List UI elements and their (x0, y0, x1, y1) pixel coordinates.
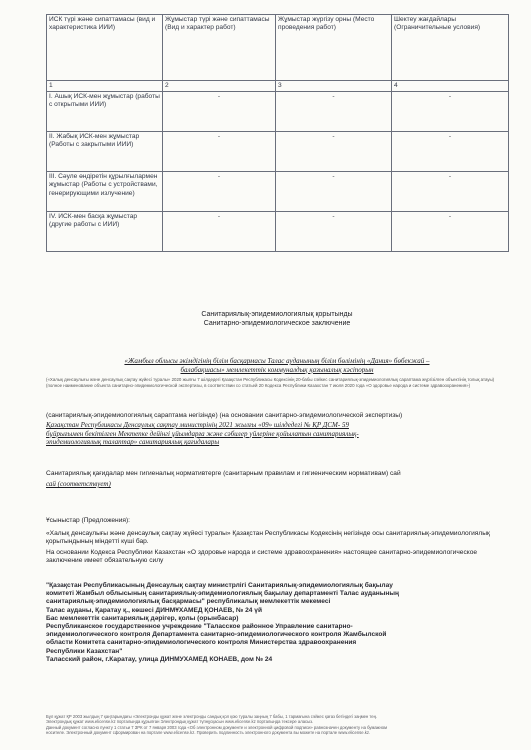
conclusion-title (46, 311, 508, 328)
ionizing-sources-table (46, 14, 509, 252)
regulation-line-2: бұйрығымен бекітілген Мектепке дейінгі ұйымдарға және сәбилер үйлеріне қойылатын санитариялық- (46, 429, 359, 438)
row-label-closed-sources: II. Жабық ИСК-мен жұмыстар (Работы с закрытыми ИИИ) (47, 132, 163, 172)
conclusion-title-ru: Санитарно-эпидемиологическое заключение (203, 319, 351, 327)
object-name-line-1: «Жамбыл облысы әкімдігінің білім басқармасы Талас ауданының білім бөлімінің «Дания» бөбекжай – (124, 357, 430, 365)
authority-address-ru: Таласский район, г.Каратау, улица ДИНМУХАМЕД КОНАЕВ, дом № 24 (46, 655, 273, 663)
row-value-dash: - (276, 212, 392, 252)
footer-line: Данный документ согласно пункту 1 статьи 7 ЗРК от 7 января 2003 года «Об электронном документе и электронной цифровой подписи» равнозначен документу на бумажном (46, 724, 387, 730)
table-number-row (47, 81, 509, 92)
row-value-dash: - (392, 132, 509, 172)
column-number: 1 (47, 81, 163, 92)
regulation-reference (46, 421, 508, 447)
regulation-line-3: эпидемиологиялық талаптар» санитариялық қағидалары (46, 438, 220, 447)
footer-line: носителе. Электронный документ сформирован на портале www.elicense.kz. Проверить подлинность электронного документа вы можете на портале www.elicense.kz. (46, 730, 371, 736)
table-row (47, 92, 509, 132)
row-value-dash: - (392, 172, 509, 212)
expertise-basis-caption: (санитариялық-эпидемиологиялық сараптама негізінде) (на основании санитарно-эпидемиологической экспертизы) (46, 412, 403, 419)
issuing-authority (46, 582, 508, 664)
footer-line: Бұл құжат ҚР 2003 жылдың 7 қаңтарындағы «Электронды құжат және электронды сандық қол қою туралы заңның 7 бабы, 1 тармағына сәйкес қағаз бетіндегі заңмен тең. (46, 714, 378, 719)
chief-doctor-signature-caption: Бас мемлекеттік санитариялық дәрігер, қолы (орынбасар) (46, 614, 239, 622)
row-label-open-sources: I. Ашық ИСК-мен жұмыстар (работы с открытыми ИИИ) (47, 92, 163, 132)
footer-line: Электрондық құжат www.elicense.kz порталында құрылған Электрондық құжат түпнұсқасын www.elicense.kz порталында тексере аласыз. (46, 719, 314, 725)
object-note (46, 377, 508, 388)
table-row (47, 172, 509, 212)
proposals-text-kz: «Халық денсаулығы және денсаулық сақтау жүйесі туралы» Қазақстан Республикасы Кодексінің негізінде осы санитариялық-эпидемиологиялық қорытындының міндетті күші бар. (46, 530, 490, 546)
authority-address-kz: Талас ауданы, Қаратау қ., көшесі ДИНМҰХАМЕД ҚОНАЕВ, № 24 үй (46, 606, 263, 614)
table-header-row (47, 15, 509, 81)
row-label-radiation-devices: III. Сәуле өндіретін құрылғылармен жұмыстар (Работы с устройствами, генерирующими излучение) (47, 172, 163, 212)
column-number: 4 (392, 81, 509, 92)
table-row (47, 212, 509, 252)
authority-line: "Қазақстан Республикасының Денсаулық сақтау министрлігі Санитариялық-эпидемиологиялық бақылау (46, 582, 393, 589)
header-cell-work-type: Жұмыстар түрі және сипаттамасы (Вид и характер работ) (163, 15, 276, 81)
regulation-line-1: Қазақстан Республикасы Денсаулық сақтау министрінің 2021 жылғы «09» шілдедегі № ҚР ДСМ- 59 (46, 421, 349, 429)
authority-line: комитеті Жамбыл облысының санитариялық-эпидемиологиялық бақылау департаменті Талас ауданының (46, 590, 399, 598)
column-number: 3 (276, 81, 392, 92)
row-value-dash: - (276, 132, 392, 172)
object-note-kz: («Халық денсаулығы және денсаулық сақтау жүйесі туралы» 2020 жылғы 7 шілдедегі Қазақстан Республикасы Кодексінің 20-бабы сәйкес санитариялық-эпидемиологиялық сараптама жүргізілген объектінің толық атауы) (46, 377, 495, 382)
row-value-dash: - (276, 92, 392, 132)
authority-line: Республиканское государственное учреждение "Таласское районное Управление санитарно- (46, 623, 353, 631)
row-label-other-work: IV. ИСК-мен басқа жұмыстар (другие работы с ИИИ) (47, 212, 163, 252)
row-value-dash: - (276, 172, 392, 212)
conformity-value: сай (соответствует) (46, 480, 111, 488)
authority-line: Республики Казахстан" (46, 647, 123, 655)
row-value-dash: - (163, 172, 276, 212)
authority-line: эпидемиологического контроля Департамента санитарно-эпидемиологического контроля Жамбылской (46, 631, 387, 639)
conclusion-title-kz: Санитариялық-эпидемиологиялық қорытынды (201, 311, 353, 318)
object-name-line-2: балабақшасы» мемлекеттік коммуналдық қазыналық кәсіпорын (180, 365, 374, 374)
header-cell-restrictions: Шектеу жағдайлары (Ограничительные условия) (392, 15, 509, 81)
table-row (47, 132, 509, 172)
authority-line: области Комитета санитарно-эпидемиологического контроля Министерства здравоохранения (46, 639, 357, 647)
proposals-heading: Ұсыныстар (Предложения): (46, 517, 130, 524)
row-value-dash: - (163, 132, 276, 172)
conformity-caption: Санитариялық қағидалар мен гигиеналық нормативтерге (санитарным правилам и гигиеническим нормативам) сай (46, 470, 401, 477)
row-value-dash: - (392, 92, 509, 132)
object-name (46, 357, 508, 374)
row-value-dash: - (392, 212, 509, 252)
proposals-text-ru: На основании Кодекса Республики Казахстан «О здоровье народа и системе здравоохранения» настоящее санитарно-эпидемиологическое заключение имеет обязательную силу (46, 549, 478, 565)
authority-line: санитариялық-эпидемиологиялық басқармасы" республикалық мемлекеттік мекемесі (46, 598, 331, 606)
header-cell-source-type: ИСК түрі және сипаттамасы (вид и характеристика ИИИ) (47, 15, 163, 81)
electronic-document-footer (46, 714, 508, 736)
row-value-dash: - (163, 212, 276, 252)
object-note-ru: (полное наименование объекта санитарно-эпидемиологической экспертизы, в соответствии со статьей 20 Кодекса Республики Казахстан 7 июля 2020 года «О здоровье народа и системе здравоохранения») (46, 382, 471, 388)
column-number: 2 (163, 81, 276, 92)
row-value-dash: - (163, 92, 276, 132)
header-cell-work-place: Жұмыстар жүргізу орны (Место проведения работ) (276, 15, 392, 81)
